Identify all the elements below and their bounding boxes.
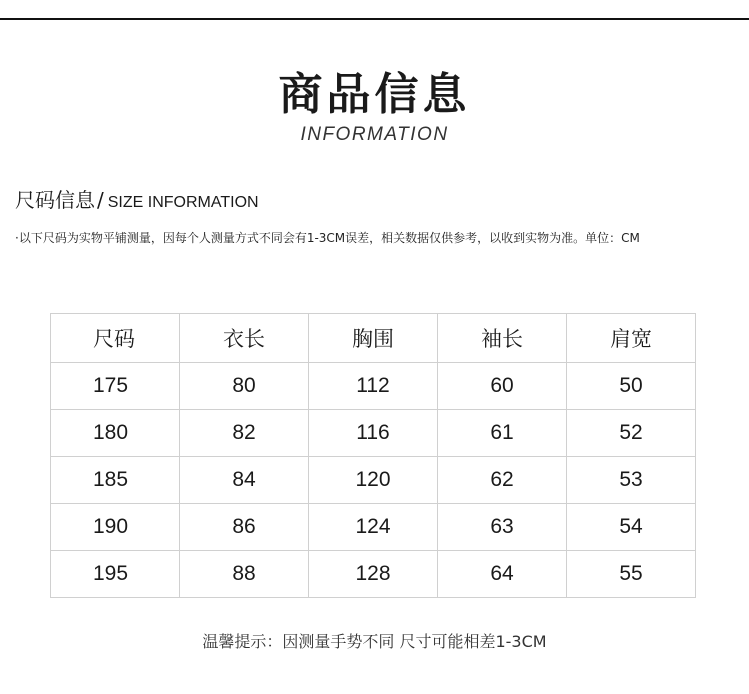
table-row [51,504,696,551]
cell-sleeve: 64 [438,551,567,598]
page-title: 商品信息 [278,69,471,120]
measurement-note: ·以下尺码为实物平铺测量，因每个人测量方式不同会有1-3CM误差，相关数据仅供参考，以收到实物为准。单位：CM [15,231,640,245]
cell-length: 82 [180,410,309,457]
cell-sleeve: 60 [438,363,567,410]
cell-chest: 120 [309,457,438,504]
cell-sleeve: 62 [438,457,567,504]
cell-length: 84 [180,457,309,504]
cell-shoulder: 53 [567,457,696,504]
cell-sleeve: 61 [438,410,567,457]
cell-shoulder: 50 [567,363,696,410]
cell-shoulder: 52 [567,410,696,457]
header-length: 衣长 [180,314,309,363]
table-row [51,410,696,457]
cell-chest: 112 [309,363,438,410]
cell-sleeve: 63 [438,504,567,551]
header-chest: 胸围 [309,314,438,363]
cell-chest: 116 [309,410,438,457]
cell-length: 80 [180,363,309,410]
cell-shoulder: 55 [567,551,696,598]
cell-length: 86 [180,504,309,551]
size-info-heading [15,184,259,213]
cell-size: 190 [51,504,180,551]
cell-size: 185 [51,457,180,504]
table-header-row [51,314,696,363]
footer-tip: 温馨提示：因测量手势不同 尺寸可能相差1-3CM [202,632,547,651]
table-row [51,457,696,504]
cell-chest: 124 [309,504,438,551]
header-size: 尺码 [51,314,180,363]
header-sleeve: 袖长 [438,314,567,363]
size-heading-separator: / [97,188,104,212]
cell-size: 195 [51,551,180,598]
cell-size: 180 [51,410,180,457]
cell-size: 175 [51,363,180,410]
cell-shoulder: 54 [567,504,696,551]
page-subtitle: INFORMATION [300,124,449,145]
header-shoulder: 肩宽 [567,314,696,363]
cell-chest: 128 [309,551,438,598]
size-heading-zh: 尺码信息 [15,188,95,212]
table-row [51,363,696,410]
size-table [50,313,696,598]
size-heading-en: SIZE INFORMATION [107,194,259,211]
table-row [51,551,696,598]
cell-length: 88 [180,551,309,598]
top-divider [0,18,749,20]
